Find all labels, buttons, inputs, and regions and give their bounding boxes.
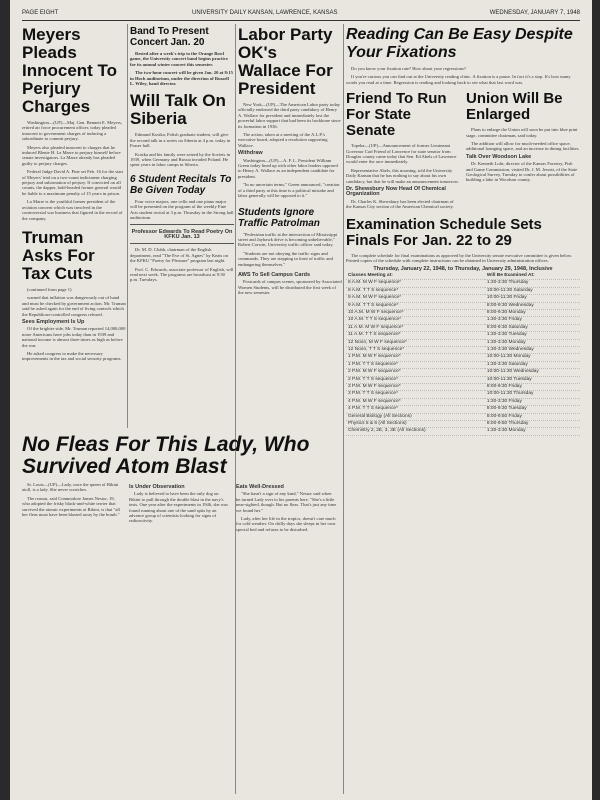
article-paragraph: Representative Abels, this morning, told the University Daily Kansan that he has nothing to say about his own candidacy, but that he will make an announcement tomorrow. — [346, 167, 459, 184]
class-time-cell: 9 A.M. T T S sequence* — [346, 302, 485, 309]
headline-aws-cards: AWS To Sell Campus Cards — [238, 271, 311, 278]
exam-time-cell: 10:00-11:30 Friday — [485, 295, 580, 302]
exam-time-cell: 8:00-9:30 Tuesday — [485, 406, 580, 413]
banner-column — [22, 482, 123, 535]
column-rule — [127, 24, 128, 428]
article-paragraph: warned that inflation was dangerously out of hand and must be checked by government action. Mr. Truman said he asked again for the end of living controls which the Republican-controlled congress refused. — [22, 295, 126, 317]
exam-time-cell: 10:00-11:30 Monday — [485, 354, 580, 361]
exam-time-cell: 10:00-11:30 Saturday — [485, 287, 580, 294]
article-paragraph: St. Louis—(UP)—Lady, once the queen of Bikini atoll, is a lady. She never scratches. — [22, 482, 119, 493]
exam-time-cell: 8:00-9:30 Friday — [485, 384, 580, 391]
exam-time-cell: 1:30-3:30 Saturday — [485, 361, 580, 368]
class-time-cell: Physics 5 & 6 (All Sections) — [346, 421, 485, 428]
table-row — [346, 309, 580, 316]
article-paragraph: Lady, after her life in the tropics, doesn't care much for cold weather. On chilly days she sleeps in her own special bed and refuses to be disturbed. — [236, 516, 336, 532]
table-row — [346, 287, 580, 294]
table-row — [346, 354, 580, 361]
class-time-cell: Chemistry 2, 2E, 3, 3E (All Sections) — [346, 428, 485, 435]
subhead: Withdraw — [238, 150, 263, 157]
article-paragraph: The two-hour concert will be given Jan. 20 at 8:15 in Hoch auditorium, under the direction of Russell L. Wiley, band director. — [130, 70, 233, 87]
article-paragraph: If you're curious you can find out at the University reading clinic. A fixation is a pause. In fact it's a stop. It's how many words you read at a time. Regression is reading and looking back to see what that last word was. — [346, 74, 571, 85]
exam-time-cell: 1:30-3:30 Friday — [485, 317, 580, 324]
article-paragraph: The addition will allow for much-needed office space, additional lounging space, and an increase in dining facilities. — [466, 141, 580, 152]
headline-labor-party: Labor Party OK's Wallace For President — [238, 25, 333, 98]
newspaper-page — [10, 0, 592, 800]
article-paragraph: Four voice majors, one cello and one piano major will be presented on the program of the weekly Fine Arts student recital at 3 p.m. Thursday in the Strong hall auditorium. — [130, 198, 234, 221]
article-paragraph: The complete schedule for final examinations as approved by the University senate executive committee is given below. Printed copies of the schedule with complete instructions can be obtained in University administration offices. — [346, 252, 573, 264]
exam-time-cell: 1:30-3:30 Wednesday — [485, 346, 580, 353]
headline-exam-schedule: Examination Schedule Sets Finals For Jan. 22 to 29 — [346, 215, 542, 249]
table-row — [346, 324, 580, 331]
table-row — [346, 413, 580, 420]
article-paragraph: Prof. C. Edwards, associate professor of English, will read next week. The programs are broadcast at 9:30 p.m. Tuesdays. — [130, 266, 234, 283]
column-2 — [130, 24, 234, 428]
exam-time-cell: 1:30-3:30 Tuesday — [485, 332, 580, 339]
class-time-cell: 4 P.M. T T S sequence* — [346, 406, 485, 413]
table-row — [346, 361, 580, 368]
headline-band-concert: Band To Present Concert Jan. 20 — [130, 26, 209, 48]
article-paragraph: Federal Judge David A. Pine set Feb. 16 for the start of Meyers' trial on a two-count indictment charging perjury and subornation of perjury. If convicted on all counts, the dapper, bald-headed former general would be liable to a maximum penalty of 15 years in prison. — [22, 169, 124, 196]
column-rule — [343, 24, 344, 794]
headline-meyers: Meyers Pleads Innocent To Perjury Charges — [22, 25, 118, 116]
table-row — [346, 391, 580, 398]
class-time-cell: 11 A.M. T T S sequence* — [346, 332, 485, 339]
exam-time-cell: 1:30-3:30 Thursday — [485, 280, 580, 287]
article-paragraph: Do you know your fixation rate? How about your regressions? — [351, 66, 466, 71]
exam-time-cell: 8:00-9:50 Thursday — [485, 421, 580, 428]
article-paragraph: Dr. Charles K. Shewsbury has been elected chairman of the Kansas City section of the American Chemical society. — [346, 198, 454, 210]
article-paragraph: New York—(UP)—The American Labor party today officially endorsed the third party candidacy of Henry A. Wallace for president and immediately lost the powerful labor support that had been its backbone since its formation in 1936. — [238, 102, 341, 129]
page-number: PAGE EIGHT — [22, 10, 59, 16]
issue-date: WEDNESDAY, JANUARY 7, 1948 — [489, 10, 580, 16]
table-row — [346, 295, 580, 302]
article-paragraph: La Marre is the youthful former president of the aviation concern which was involved in the controversial war business that figured in the record of the company. — [22, 199, 123, 221]
table-row — [346, 369, 580, 376]
article-paragraph: The reason, said Commodore James Nestor, 19, who adopted the frisky black-and-white terrier that survived the atomic experiments at Bikini, is that "all her fleas must have been blasted away by the bomb." — [22, 495, 120, 518]
table-row — [346, 332, 580, 339]
subhead: Sees Employment Is Up — [22, 318, 85, 325]
table-header-row — [346, 273, 580, 280]
column-3 — [238, 24, 342, 794]
banner-story — [22, 432, 338, 535]
article-paragraph: Of the brighter side, Mr. Truman reported 14,000,000 more Americans have jobs today than in 1939 and national income is almost three times as high as before the war. — [22, 326, 126, 348]
class-time-cell: 1 P.M. M W F sequence* — [346, 354, 485, 361]
class-time-cell: 2 P.M. T T S sequence* — [346, 376, 485, 383]
table-row — [346, 346, 580, 353]
column-4 — [346, 24, 580, 794]
class-time-cell: 8 A.M. T T S sequence* — [346, 287, 485, 294]
class-time-cell: 4 P.M. M W F sequence* — [346, 398, 485, 405]
subhead: Is Under Observation — [129, 484, 185, 490]
article-paragraph: Washington—(UP)—A. F. L. President William Green today lined up with other labor leaders opposed to Henry A. Wallace as an independent candidate for president. — [238, 157, 338, 179]
class-time-cell: 2 P.M. M W F sequence* — [346, 369, 485, 376]
article-paragraph: He asked congress to make the necessary improvements in the tax and social security programs. — [22, 350, 122, 362]
exam-time-cell: 10:00-11:30 Wednesday — [485, 369, 580, 376]
headline-reading: Reading Can Be Easy Despite Your Fixations — [346, 26, 573, 61]
paper-name: UNIVERSITY DAILY KANSAN, LAWRENCE, KANSAS — [192, 10, 338, 16]
class-time-cell: 10 A.M. T T S sequence* — [346, 317, 485, 324]
table-header: Classes Meeting at: — [346, 273, 485, 280]
subhead: Talk Over Woodson Lake — [466, 153, 532, 160]
table-row — [346, 421, 580, 428]
article-paragraph: Plans to enlarge the Union will soon be put into blue print stage, committee chairman, said today. — [466, 127, 578, 138]
article-paragraph: Rested after a week's trip to the Orange Bowl game, the University concert band begins practice for its annual winter concert this semester. — [130, 51, 228, 67]
exam-time-cell: 1:30-3:30 Monday — [485, 339, 580, 346]
article-paragraph: Dr. Kenneth Lohr, director of the Kansas Forestry, Fish and Game Commission, visited Dr. J. M. Jewett, of the State Geological Survey, Tuesday to confer about possibilities of building a lake in Woodson county. — [466, 161, 578, 183]
class-time-cell: 12 Noon, T T S sequence* — [346, 346, 485, 353]
class-time-cell: 9 A.M. M W F sequence* — [346, 295, 485, 302]
headline-friend-senate: Friend To Run For State Senate — [346, 90, 447, 140]
headline-siberia: Will Talk On Siberia — [130, 91, 226, 129]
table-row — [346, 428, 580, 435]
exam-schedule-table — [346, 273, 580, 436]
schedule-range: Thursday, January 22, 1948, to Thursday, January 29, 1948, Inclusive — [373, 265, 553, 272]
headline-bikini-dog: No Fleas For This Lady, Who Survived Atom Blast — [22, 433, 310, 478]
table-row — [346, 376, 580, 383]
article-paragraph: "Pedestrian traffic at the intersection of Mississippi street and Jayhawk drive is becoming unbelievable," Robert Corwin, University traffic officer said today. — [238, 231, 338, 248]
headline-truman: Truman Asks For Tax Cuts — [22, 227, 95, 283]
subhead: Dr. Shewsbury Now Head Of Chemical Organization — [346, 186, 446, 198]
column-1 — [22, 24, 126, 428]
article-paragraph: Kostka and his family were seized by the Soviets in 1939, when Germany and Russia invaded Poland. He spent years in labor camps in Siberia. — [130, 151, 231, 168]
table-row — [346, 280, 580, 287]
article-paragraph: (continued from page 1) — [27, 286, 72, 292]
column-rule — [235, 24, 236, 794]
table-row — [346, 302, 580, 309]
banner-column — [236, 482, 337, 535]
headline-traffic: Students Ignore Traffic Patrolman — [238, 206, 320, 229]
table-row — [346, 384, 580, 391]
class-time-cell: 1 P.M. T T S sequence* — [346, 361, 485, 368]
article-paragraph: Dr. M. D. Clubb, chairman of the English department, read "The Eve of St. Agnes" by Keats on the KFKU "Poetry for Pleasure" program last night. — [130, 247, 229, 264]
exam-time-cell: 8:00-9:30 Saturday — [485, 324, 580, 331]
article-paragraph: Lady is believed to have been the only dog on Bikini to pull through the double blast in the navy's tests. One year after the experiments in 1946, she was found running about one of the sand spits by an advance group of scientists looking for signs of radioactivity. — [129, 491, 228, 524]
exam-time-cell: 8:00-9:30 Monday — [485, 309, 580, 316]
headline-recitals: 6 Student Recitals To Be Given Today — [130, 173, 232, 196]
class-time-cell: General Biology (All Sections) — [346, 413, 485, 420]
class-time-cell: 11 A.M. M W F sequence* — [346, 324, 485, 331]
class-time-cell: 12 Noon, M W F sequence* — [346, 339, 485, 346]
table-row — [346, 406, 580, 413]
exam-time-cell: 8:00-9:30 Wednesday — [485, 302, 580, 309]
table-row — [346, 398, 580, 405]
article-paragraph: Washington—(UP)—Maj. Gen. Bennett E. Meyers, retired air force procurement officer, today pleaded innocent to government charges of inducing a subordinate to commit perjury. — [22, 120, 123, 142]
headline-union: Union Will Be Enlarged — [466, 90, 563, 124]
article-paragraph: "She hasn't a sign of any kind," Nestor said when he turned Lady over to his parents here. "She's a little near-sighted, though. But no fleas. That's just any time we found her." — [236, 491, 337, 513]
article-paragraph: "In no uncertain terms," Green announced, "creation of a third party at this time is a political mistake and labor generally will be opposed to it." — [238, 182, 340, 199]
article-paragraph: "Students are not obeying the traffic signs and commands. They are stepping in front of traffic and endangering themselves." — [238, 250, 333, 267]
exam-time-cell: 10:00-11:30 Tuesday — [485, 376, 580, 383]
headline-poetry: Professor Edwards To Read Poetry On KFKU Jan. 13 — [131, 228, 233, 240]
exam-time-cell: 1:30-3:30 Monday — [485, 428, 580, 435]
table-row — [346, 317, 580, 324]
banner-column — [129, 482, 230, 535]
class-time-cell: 8 A.M. M W F sequence* — [346, 280, 485, 287]
article-paragraph: The action, taken at a meeting of the A.L.P.'s executive board, adopted a resolution supporting Wallace. — [238, 132, 328, 148]
exam-time-cell: 1:30-3:30 Friday — [485, 398, 580, 405]
article-paragraph: Meyers also pleaded innocent to charges that he induced Blenie H. La Marre to perjury himself before senate investigators. La Marre already has pleaded guilty to perjury charges. — [22, 144, 121, 166]
table-row — [346, 339, 580, 346]
article-paragraph: Edmund Kostka, Polish graduate student, will give the second talk in a series on Siberia at 4 p.m. today in Fraser hall. — [130, 132, 231, 149]
exam-time-cell: 8:00-9:50 Friday — [485, 413, 580, 420]
table-header: Will Be Examined At: — [485, 273, 580, 280]
masthead — [22, 8, 580, 21]
article-paragraph: Postcards of campus scenes, sponsored by Associated Women Students, will be distributed the first week of the new semester. — [238, 279, 342, 296]
class-time-cell: 3 P.M. M W F sequence* — [346, 384, 485, 391]
exam-time-cell: 10:00-11:30 Thursday — [485, 391, 580, 398]
class-time-cell: 10 A.M. M W F sequence* — [346, 309, 485, 316]
class-time-cell: 3 P.M. T T S sequence* — [346, 391, 485, 398]
subhead: Eats Well-Dressed — [236, 484, 284, 490]
article-paragraph: Topeka—(UP)—Announcement of former Lieutenant Governor Carl Friend of Lawrence for state senator from Douglas county came today that Sen. Ed Abels of Lawrence would enter the race immediately. — [346, 143, 457, 165]
